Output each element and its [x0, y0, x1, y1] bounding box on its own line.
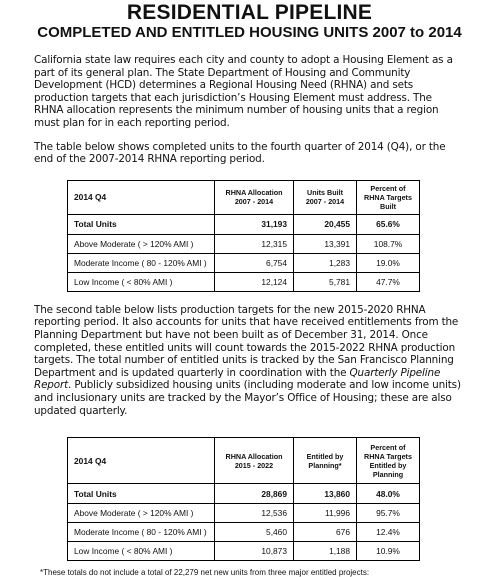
percent-value: 19.0%	[357, 253, 420, 272]
header-percent-entitled-text: Percent of RHNA Targets Entitled by Planning	[364, 442, 412, 479]
table-row	[68, 214, 420, 234]
header-rhna-allocation-text: RHNA Allocation 2007 - 2014	[225, 188, 283, 207]
table-row	[68, 504, 420, 523]
entitled-value: 13,860	[294, 484, 357, 504]
percent-value: 108.7%	[357, 234, 420, 253]
units-built-value: 1,283	[294, 253, 357, 272]
percent-value: 47.7%	[357, 272, 420, 291]
header-period: 2014 Q4	[68, 180, 215, 214]
header-entitled	[294, 438, 357, 484]
units-built-value: 13,391	[294, 234, 357, 253]
header-units-built-text: Units Built 2007 - 2014	[305, 188, 345, 207]
row-label: Total Units	[68, 214, 215, 234]
completed-units-table	[67, 180, 420, 292]
rhna-allocation-value: 5,460	[215, 523, 294, 542]
row-label: Total Units	[68, 484, 215, 504]
header-units-built	[294, 180, 357, 214]
units-built-value: 20,455	[294, 214, 357, 234]
header-rhna-allocation-text: RHNA Allocation 2015 - 2022	[225, 451, 283, 470]
entitled-value: 11,996	[294, 504, 357, 523]
table-row	[68, 272, 420, 291]
header-period: 2014 Q4	[68, 438, 215, 484]
entitled-value: 676	[294, 523, 357, 542]
header-rhna-allocation	[215, 438, 294, 484]
table-row	[68, 484, 420, 504]
rhna-allocation-value: 6,754	[215, 253, 294, 272]
units-built-value: 5,781	[294, 272, 357, 291]
header-percent-built-text: Percent of RHNA Targets Built	[364, 183, 412, 211]
table-row	[68, 542, 420, 561]
percent-value: 48.0%	[357, 484, 420, 504]
rhna-allocation-value: 12,536	[215, 504, 294, 523]
table2-description-end: . Publicly subsidized housing units (including moderate and low income units) and inclusionary units are tracked by the Mayor’s Office of Housing; these are also updated quarterly.	[34, 379, 461, 417]
table-header-row	[68, 438, 420, 484]
percent-value: 95.7%	[357, 504, 420, 523]
page-title: RESIDENTIAL PIPELINE	[126, 1, 373, 24]
entitled-units-table	[67, 437, 420, 561]
percent-value: 65.6%	[357, 214, 420, 234]
footnote: *These totals do not include a total of 22,279 net new units from three major entitled projects:	[40, 568, 370, 577]
table-row	[68, 253, 420, 272]
table2-description	[34, 304, 463, 417]
header-rhna-allocation	[215, 180, 294, 214]
table1-description: The table below shows completed units to the fourth quarter of 2014 (Q4), or the end of the 2007-2014 RHNA reporting period.	[34, 140, 446, 166]
row-label: Above Moderate ( > 120% AMI )	[68, 504, 215, 523]
rhna-allocation-value: 12,315	[215, 234, 294, 253]
percent-value: 10.9%	[357, 542, 420, 561]
row-label: Low Income ( < 80% AMI )	[68, 272, 215, 291]
row-label: Moderate Income ( 80 - 120% AMI )	[68, 253, 215, 272]
quarterly-pipeline-report-title: Quarterly Pipeline Report	[34, 366, 441, 392]
rhna-allocation-value: 28,869	[215, 484, 294, 504]
row-label: Low Income ( < 80% AMI )	[68, 542, 215, 561]
row-label: Moderate Income ( 80 - 120% AMI )	[68, 523, 215, 542]
page-subtitle: COMPLETED AND ENTITLED HOUSING UNITS 2007 to 2014	[37, 24, 462, 41]
entitled-value: 1,188	[294, 542, 357, 561]
table-row	[68, 234, 420, 253]
rhna-allocation-value: 31,193	[215, 214, 294, 234]
header-entitled-text: Entitled by Planning*	[306, 451, 344, 470]
table-header-row	[68, 180, 420, 214]
rhna-allocation-value: 10,873	[215, 542, 294, 561]
rhna-allocation-value: 12,124	[215, 272, 294, 291]
intro-paragraph: California state law requires each city and county to adopt a Housing Element as a part of its general plan. The State Department of Housing and Community Development (HCD) determines a Regional Housing Need (RHNA) and sets production targets that each jurisdiction’s Housing Element must address. The RHNA allocation represents the minimum number of housing units that a region must plan for in each reporting period.	[34, 54, 453, 129]
header-percent-entitled	[357, 438, 420, 484]
table2-description-start: The second table below lists production targets for the new 2015-2020 RHNA reporting period. It also accounts for units that have received entitlements from the Planning Department but have not been built as of December 31, 2014. Once completed, these entitled units will count towards the 2015-2022 RHNA production targets. The total number of entitled units is tracked by the San Francisco Planning Department and is updated quarterly in coordination with the	[34, 303, 459, 379]
header-percent-built	[357, 180, 420, 214]
table-row	[68, 523, 420, 542]
percent-value: 12.4%	[357, 523, 420, 542]
row-label: Above Moderate ( > 120% AMI )	[68, 234, 215, 253]
